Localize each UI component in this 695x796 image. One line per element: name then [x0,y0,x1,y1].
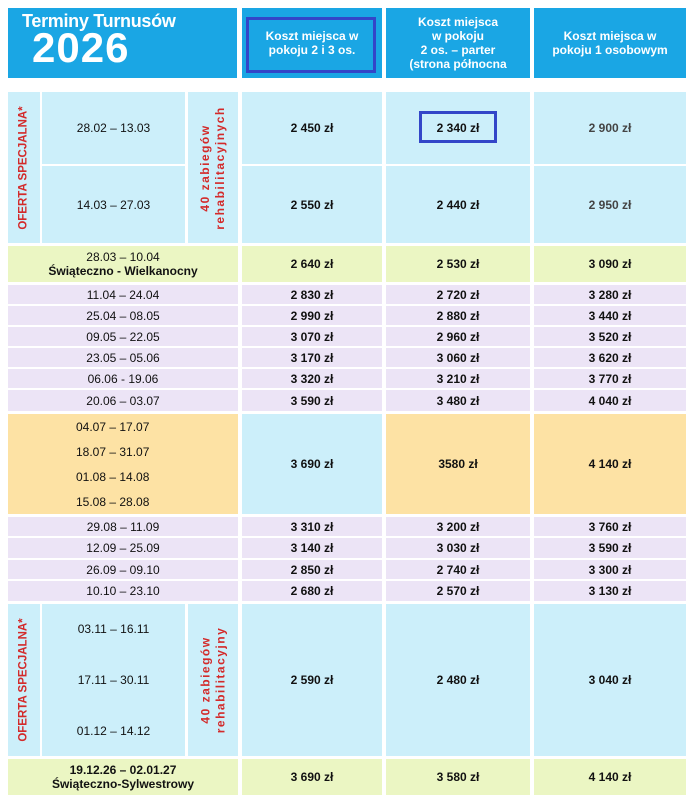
price-cell: 2 480 zł [386,604,530,756]
price-cell: 2 960 zł [386,327,530,346]
price-cell: 3 030 zł [386,538,530,558]
date-cell: 23.05 – 05.06 [8,348,238,367]
price-cell: 3 320 zł [242,369,382,388]
price-cell: 2 450 zł [242,92,382,164]
price-cell: 2 530 zł [386,246,530,282]
newyear-date-cell: 19.12.26 – 02.01.27 Świąteczno-Sylwestrowy [8,759,238,795]
col-header-2-person-ground: Koszt miejsca w pokoju 2 os. – parter (strona północna [386,8,530,78]
price-cell: 2 340 zł [386,92,530,164]
rehab-note-bottom: 40 zabiegów rehabilitacyjny [188,604,238,756]
price-cell: 3 280 zł [534,285,686,304]
title-block [8,8,237,78]
date-cell: 28.02 – 13.03 [42,92,185,164]
price-cell: 3 070 zł [242,327,382,346]
price-cell: 3 480 zł [386,390,530,411]
price-cell: 3 690 zł [242,759,382,795]
price-cell: 3 580 zł [386,759,530,795]
price-cell: 3 140 zł [242,538,382,558]
price-cell: 2 570 zł [386,581,530,601]
price-cell: 2 830 zł [242,285,382,304]
price-cell: 4 140 zł [534,759,686,795]
price-cell: 3 520 zł [534,327,686,346]
price-cell: 3 200 zł [386,517,530,536]
price-cell: 3 440 zł [534,306,686,325]
price-cell: 2 680 zł [242,581,382,601]
date-cell: 12.09 – 25.09 [8,538,238,558]
special-offer-top-strip [8,92,40,243]
price-cell: 3 690 zł [242,414,382,514]
price-cell: 4 140 zł [534,414,686,514]
col-header-2-3-person: Koszt miejsca w pokoju 2 i 3 os. [242,8,382,78]
price-cell: 3 590 zł [242,390,382,411]
special-bottom-dates-cell: 03.11 – 16.11 17.11 – 30.11 01.12 – 14.12 [42,604,185,756]
price-cell: 3 300 zł [534,560,686,579]
price-cell: 3 590 zł [534,538,686,558]
price-cell: 2 550 zł [242,166,382,243]
price-cell: 2 590 zł [242,604,382,756]
price-cell: 3 770 zł [534,369,686,388]
price-cell: 3 310 zł [242,517,382,536]
date-cell: 20.06 – 03.07 [8,390,238,411]
date-cell: 11.04 – 24.04 [8,285,238,304]
price-cell: 2 990 zł [242,306,382,325]
special-offer-label: OFERTA SPECJALNA* [18,618,31,742]
date-cell: 10.10 – 23.10 [8,581,238,601]
date-cell: 26.09 – 09.10 [8,560,238,579]
date-cell: 06.06 - 19.06 [8,369,238,388]
easter-date-cell: 28.03 – 10.04 Świąteczno - Wielkanocny [8,246,238,282]
price-cell: 2 720 zł [386,285,530,304]
date-cell: 25.04 – 08.05 [8,306,238,325]
date-cell: 14.03 – 27.03 [42,166,185,243]
col-header-1-person: Koszt miejsca w pokoju 1 osobowym [534,8,686,78]
special-offer-label: OFERTA SPECJALNA* [18,105,31,230]
price-cell: 3 620 zł [534,348,686,367]
price-cell: 2 880 zł [386,306,530,325]
price-cell: 2 440 zł [386,166,530,243]
date-cell: 29.08 – 11.09 [8,517,238,536]
price-cell: 3 090 zł [534,246,686,282]
price-cell: 3 130 zł [534,581,686,601]
special-offer-bottom-strip [8,604,40,756]
price-cell: 2 850 zł [242,560,382,579]
price-cell: 3 060 zł [386,348,530,367]
highlight-box-price [419,111,497,143]
title-line: Terminy Turnusów [22,11,176,31]
price-cell: 3580 zł [386,414,530,514]
summer-dates-cell: 04.07 – 17.07 18.07 – 31.07 01.08 – 14.08 15.08 – 28.08 [8,414,238,514]
price-cell: 3 040 zł [534,604,686,756]
price-cell: 2 950 zł [534,166,686,243]
rehab-note-top: 40 zabiegów rehabilitacyjnych [188,92,238,243]
date-cell: 09.05 – 22.05 [8,327,238,346]
price-cell: 2 640 zł [242,246,382,282]
price-cell: 3 210 zł [386,369,530,388]
price-cell: 4 040 zł [534,390,686,411]
title-year: 2026 [32,24,130,71]
price-cell: 2 740 zł [386,560,530,579]
highlight-box-header [246,17,376,73]
price-cell: 3 760 zł [534,517,686,536]
price-cell: 3 170 zł [242,348,382,367]
price-cell: 2 900 zł [534,92,686,164]
